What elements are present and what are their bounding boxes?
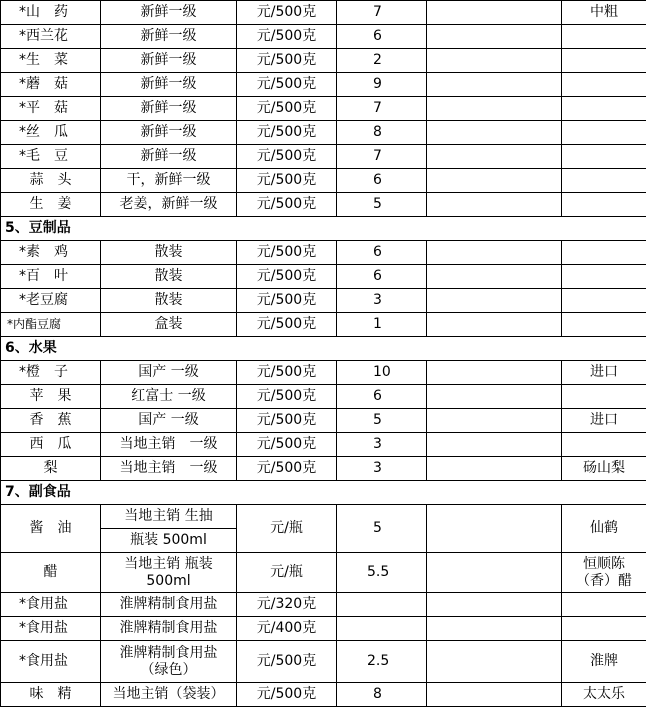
item-origin bbox=[562, 313, 646, 337]
section-5 bbox=[1, 217, 646, 241]
item-spec: 淮牌精制食用盐（绿色） bbox=[101, 641, 237, 683]
item-origin: 进口 bbox=[562, 361, 646, 385]
item-origin bbox=[562, 25, 646, 49]
item-note bbox=[427, 409, 562, 433]
table-row bbox=[1, 49, 646, 73]
item-price: 6 bbox=[337, 241, 427, 265]
item-note bbox=[427, 617, 562, 641]
table-row bbox=[1, 683, 646, 707]
item-unit: 元/瓶 bbox=[237, 505, 337, 553]
item-price: 7 bbox=[337, 97, 427, 121]
item-price: 5 bbox=[337, 505, 427, 553]
item-spec: 新鲜一级 bbox=[101, 1, 237, 25]
item-origin bbox=[562, 433, 646, 457]
item-spec: 新鲜一级 bbox=[101, 145, 237, 169]
item-spec: 淮牌精制食用盐 bbox=[101, 593, 237, 617]
item-spec: 盒装 bbox=[101, 313, 237, 337]
item-unit: 元/500克 bbox=[237, 73, 337, 97]
item-note bbox=[427, 1, 562, 25]
item-price: 9 bbox=[337, 73, 427, 97]
item-name: *生 菜 bbox=[1, 49, 101, 73]
item-price: 3 bbox=[337, 433, 427, 457]
item-note bbox=[427, 145, 562, 169]
item-name: *毛 豆 bbox=[1, 145, 101, 169]
item-unit: 元/500克 bbox=[237, 1, 337, 25]
item-unit: 元/400克 bbox=[237, 617, 337, 641]
item-price: 5 bbox=[337, 193, 427, 217]
section-7-tail bbox=[1, 641, 646, 707]
item-spec: 国产 一级 bbox=[101, 361, 237, 385]
item-origin: 太太乐 bbox=[562, 683, 646, 707]
item-origin: 淮牌 bbox=[562, 641, 646, 683]
item-price bbox=[337, 593, 427, 617]
item-origin: 仙鹤 bbox=[562, 505, 646, 553]
item-price: 3 bbox=[337, 457, 427, 481]
item-note bbox=[427, 73, 562, 97]
item-spec: 当地主销 瓶装500ml bbox=[101, 553, 237, 593]
item-price: 3 bbox=[337, 289, 427, 313]
item-origin bbox=[562, 73, 646, 97]
item-name: *食用盐 bbox=[1, 593, 101, 617]
item-unit: 元/500克 bbox=[237, 121, 337, 145]
item-note bbox=[427, 241, 562, 265]
item-name: *平 菇 bbox=[1, 97, 101, 121]
item-unit: 元/500克 bbox=[237, 385, 337, 409]
fruit-rows bbox=[1, 361, 646, 481]
item-note bbox=[427, 265, 562, 289]
item-note bbox=[427, 25, 562, 49]
vegetable-rows bbox=[1, 1, 646, 217]
item-name: 醋 bbox=[1, 553, 101, 593]
item-origin bbox=[562, 593, 646, 617]
item-price: 6 bbox=[337, 25, 427, 49]
item-name: *山 药 bbox=[1, 1, 101, 25]
section-6 bbox=[1, 337, 646, 361]
item-spec: 散装 bbox=[101, 241, 237, 265]
item-price: 8 bbox=[337, 683, 427, 707]
item-name: 苹 果 bbox=[1, 385, 101, 409]
section-title: 6、水果 bbox=[1, 337, 646, 361]
item-origin bbox=[562, 265, 646, 289]
item-note bbox=[427, 433, 562, 457]
item-origin: 进口 bbox=[562, 409, 646, 433]
item-note bbox=[427, 193, 562, 217]
table-row bbox=[1, 433, 646, 457]
item-origin: 砀山梨 bbox=[562, 457, 646, 481]
item-unit: 元/瓶 bbox=[237, 553, 337, 593]
item-name: *内酯豆腐 bbox=[1, 313, 101, 337]
item-origin bbox=[562, 617, 646, 641]
table-row bbox=[1, 169, 646, 193]
item-name: *百 叶 bbox=[1, 265, 101, 289]
table-row bbox=[1, 193, 646, 217]
item-note bbox=[427, 313, 562, 337]
table-row bbox=[1, 505, 646, 553]
item-unit: 元/500克 bbox=[237, 49, 337, 73]
item-unit: 元/500克 bbox=[237, 289, 337, 313]
item-spec: 淮牌精制食用盐 bbox=[101, 617, 237, 641]
item-price: 1 bbox=[337, 313, 427, 337]
item-price: 7 bbox=[337, 145, 427, 169]
table-row bbox=[1, 97, 646, 121]
item-unit: 元/500克 bbox=[237, 457, 337, 481]
table-row bbox=[1, 1, 646, 25]
item-spec: 国产 一级 bbox=[101, 409, 237, 433]
item-spec bbox=[101, 505, 237, 553]
item-origin bbox=[562, 193, 646, 217]
item-unit: 元/500克 bbox=[237, 683, 337, 707]
item-price: 2 bbox=[337, 49, 427, 73]
item-spec: 新鲜一级 bbox=[101, 25, 237, 49]
item-price: 7 bbox=[337, 1, 427, 25]
item-price bbox=[337, 617, 427, 641]
item-name: *丝 瓜 bbox=[1, 121, 101, 145]
item-unit: 元/500克 bbox=[237, 409, 337, 433]
item-unit: 元/500克 bbox=[237, 193, 337, 217]
item-origin bbox=[562, 49, 646, 73]
item-name: *西兰花 bbox=[1, 25, 101, 49]
item-name: 蒜 头 bbox=[1, 169, 101, 193]
table-row bbox=[1, 313, 646, 337]
item-note bbox=[427, 361, 562, 385]
item-price: 6 bbox=[337, 265, 427, 289]
item-note bbox=[427, 385, 562, 409]
item-price: 5.5 bbox=[337, 553, 427, 593]
table-row bbox=[1, 361, 646, 385]
item-spec: 红富士 一级 bbox=[101, 385, 237, 409]
table-row bbox=[1, 385, 646, 409]
item-name: *橙 子 bbox=[1, 361, 101, 385]
section-title: 5、豆制品 bbox=[1, 217, 646, 241]
item-spec: 新鲜一级 bbox=[101, 121, 237, 145]
item-name: 酱 油 bbox=[1, 505, 101, 553]
item-name: *老豆腐 bbox=[1, 289, 101, 313]
table-row bbox=[1, 409, 646, 433]
item-origin bbox=[562, 241, 646, 265]
table-row bbox=[1, 145, 646, 169]
item-unit: 元/500克 bbox=[237, 241, 337, 265]
item-unit: 元/500克 bbox=[237, 25, 337, 49]
item-note bbox=[427, 49, 562, 73]
item-note bbox=[427, 593, 562, 617]
item-name: 味 精 bbox=[1, 683, 101, 707]
item-name: 香 蕉 bbox=[1, 409, 101, 433]
table-row bbox=[1, 553, 646, 593]
item-spec-line: 当地主销 生抽 bbox=[101, 505, 236, 529]
item-spec: 当地主销 一级 bbox=[101, 433, 237, 457]
item-spec: 散装 bbox=[101, 289, 237, 313]
item-spec: 老姜，新鲜一级 bbox=[101, 193, 237, 217]
item-price: 6 bbox=[337, 169, 427, 193]
item-name: *食用盐 bbox=[1, 617, 101, 641]
item-spec: 当地主销（袋装） bbox=[101, 683, 237, 707]
item-name: *素 鸡 bbox=[1, 241, 101, 265]
table-row bbox=[1, 121, 646, 145]
table-row bbox=[1, 241, 646, 265]
section-7 bbox=[1, 481, 646, 593]
item-spec: 干，新鲜一级 bbox=[101, 169, 237, 193]
table-row bbox=[1, 593, 646, 617]
item-unit: 元/500克 bbox=[237, 313, 337, 337]
item-price: 8 bbox=[337, 121, 427, 145]
item-unit: 元/500克 bbox=[237, 433, 337, 457]
item-note bbox=[427, 169, 562, 193]
item-note bbox=[427, 553, 562, 593]
item-unit: 元/320克 bbox=[237, 593, 337, 617]
table-row bbox=[1, 289, 646, 313]
item-note bbox=[427, 505, 562, 553]
item-origin bbox=[562, 145, 646, 169]
table-row bbox=[1, 25, 646, 49]
item-note bbox=[427, 457, 562, 481]
item-origin bbox=[562, 289, 646, 313]
section-title: 7、副食品 bbox=[1, 481, 646, 505]
salt-rows bbox=[1, 593, 646, 641]
item-spec: 新鲜一级 bbox=[101, 97, 237, 121]
item-note bbox=[427, 641, 562, 683]
item-note bbox=[427, 121, 562, 145]
item-name: *蘑 菇 bbox=[1, 73, 101, 97]
item-price: 6 bbox=[337, 385, 427, 409]
item-origin: 中粗 bbox=[562, 1, 646, 25]
table-row bbox=[1, 617, 646, 641]
table-row bbox=[1, 265, 646, 289]
item-spec: 新鲜一级 bbox=[101, 49, 237, 73]
item-spec: 散装 bbox=[101, 265, 237, 289]
bean-product-rows bbox=[1, 241, 646, 337]
item-note bbox=[427, 683, 562, 707]
item-spec-line: 瓶装 500ml bbox=[101, 529, 236, 552]
item-name: *食用盐 bbox=[1, 641, 101, 683]
item-name: 西 瓜 bbox=[1, 433, 101, 457]
item-unit: 元/500克 bbox=[237, 97, 337, 121]
item-price: 2.5 bbox=[337, 641, 427, 683]
item-unit: 元/500克 bbox=[237, 169, 337, 193]
table-row bbox=[1, 641, 646, 683]
item-origin bbox=[562, 169, 646, 193]
table-row bbox=[1, 457, 646, 481]
item-unit: 元/500克 bbox=[237, 641, 337, 683]
table-row bbox=[1, 73, 646, 97]
item-unit: 元/500克 bbox=[237, 265, 337, 289]
item-price: 10 bbox=[337, 361, 427, 385]
item-note bbox=[427, 97, 562, 121]
item-origin bbox=[562, 97, 646, 121]
item-name: 梨 bbox=[1, 457, 101, 481]
item-spec: 新鲜一级 bbox=[101, 73, 237, 97]
item-unit: 元/500克 bbox=[237, 145, 337, 169]
item-unit: 元/500克 bbox=[237, 361, 337, 385]
item-origin bbox=[562, 385, 646, 409]
item-origin: 恒顺陈（香）醋 bbox=[562, 553, 646, 593]
item-name: 生 姜 bbox=[1, 193, 101, 217]
item-spec: 当地主销 一级 bbox=[101, 457, 237, 481]
item-price: 5 bbox=[337, 409, 427, 433]
item-note bbox=[427, 289, 562, 313]
item-origin bbox=[562, 121, 646, 145]
